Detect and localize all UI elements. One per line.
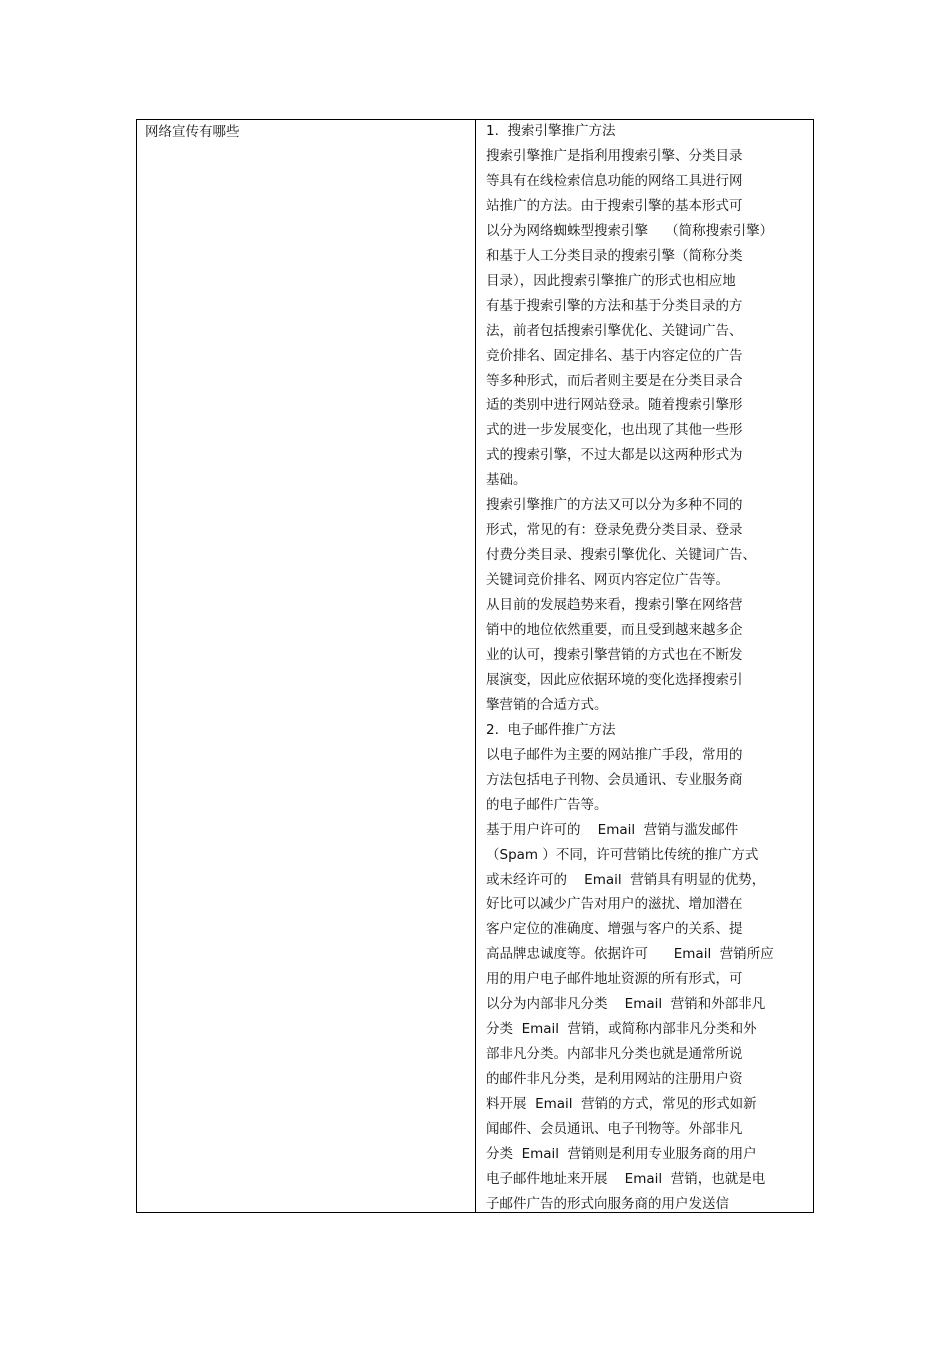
answer-line: 付费分类目录、搜索引擎优化、关键词广告、 xyxy=(486,547,756,564)
answer-line: 销中的地位依然重要，而且受到越来越多企 xyxy=(486,622,743,638)
answer-line: 站推广的方法。由于搜索引擎的基本形式可 xyxy=(486,197,743,214)
answer-line: 法，前者包括搜索引擎优化、关键词广告、 xyxy=(486,322,743,339)
answer-line: 基于用户许可的 Email 营销与滥发邮件 xyxy=(486,821,739,838)
answer-line: 2. 电子邮件推广方法 xyxy=(486,721,616,738)
answer-line: 客户定位的准确度、增强与客户的关系、提 xyxy=(486,921,743,938)
answer-line: 分类 Email 营销则是利用专业服务商的用户 xyxy=(486,1145,757,1162)
answer-line: 竞价排名、固定排名、基于内容定位的广告 xyxy=(486,347,743,364)
answer-line: 闻邮件、会员通讯、电子刊物等。外部非凡 xyxy=(486,1121,743,1137)
question-text: 网络宣传有哪些 xyxy=(145,124,240,140)
answer-line: 电子邮件地址来开展 Email 营销，也就是电 xyxy=(486,1170,766,1187)
answer-line: 有基于搜索引擎的方法和基于分类目录的方 xyxy=(486,297,743,314)
answer-line: 子邮件广告的形式向服务商的用户发送信 xyxy=(486,1195,729,1212)
answer-line: 以电子邮件为主要的网站推广手段，常用的 xyxy=(486,746,743,763)
answer-line: 基础。 xyxy=(486,472,527,489)
content-table xyxy=(136,119,814,1213)
answer-line: （Spam ）不同，许可营销比传统的推广方式 xyxy=(486,846,759,863)
answer-line: 展演变，因此应依据环境的变化选择搜索引 xyxy=(486,671,743,688)
answer-line: 以分为网络蜘蛛型搜索引擎 （简称搜索引擎） xyxy=(486,222,774,239)
answer-line: 适的类别中进行网站登录。随着搜索引擎形 xyxy=(486,397,743,414)
answer-line: 方法包括电子刊物、会员通讯、专业服务商 xyxy=(486,771,743,788)
answer-line: 和基于人工分类目录的搜索引擎（简称分类 xyxy=(486,247,743,264)
answer-line: 等具有在线检索信息功能的网络工具进行网 xyxy=(486,172,743,189)
answer-line: 部非凡分类。内部非凡分类也就是通常所说 xyxy=(486,1046,743,1063)
answer-line: 或未经许可的 Email 营销具有明显的优势， xyxy=(486,871,766,888)
question-cell xyxy=(137,120,475,1212)
answer-line: 目录），因此搜索引擎推广的形式也相应地 xyxy=(486,272,736,289)
answer-line: 以分为内部非凡分类 Email 营销和外部非凡 xyxy=(486,996,766,1013)
answer-line: 业的认可，搜索引擎营销的方式也在不断发 xyxy=(486,646,743,663)
answer-line: 形式，常见的有：登录免费分类目录、登录 xyxy=(486,522,743,539)
answer-line: 1. 搜索引擎推广方法 xyxy=(486,123,616,139)
answer-line: 的邮件非凡分类，是利用网站的注册用户资 xyxy=(486,1071,743,1088)
answer-cell xyxy=(476,120,813,1212)
answer-line: 的电子邮件广告等。 xyxy=(486,796,608,813)
answer-line: 等多种形式，而后者则主要是在分类目录合 xyxy=(486,372,743,389)
answer-line: 好比可以减少广告对用户的滋扰、增加潜在 xyxy=(486,896,743,913)
answer-line: 从目前的发展趋势来看，搜索引擎在网络营 xyxy=(486,597,743,614)
answer-line: 关键词竞价排名、网页内容定位广告等。 xyxy=(486,572,729,589)
answer-line: 式的进一步发展变化，也出现了其他一些形 xyxy=(486,422,743,439)
answer-line: 分类 Email 营销，或简称内部非凡分类和外 xyxy=(486,1021,757,1038)
answer-line: 搜索引擎推广是指利用搜索引擎、分类目录 xyxy=(486,147,743,164)
answer-line: 式的搜索引擎，不过大都是以这两种形式为 xyxy=(486,447,743,464)
answer-line: 高品牌忠诚度等。依据许可 Email 营销所应 xyxy=(486,946,774,963)
answer-line: 用的用户电子邮件地址资源的所有形式，可 xyxy=(486,971,743,988)
answer-line: 料开展 Email 营销的方式，常见的形式如新 xyxy=(486,1096,757,1112)
answer-line: 搜索引擎推广的方法又可以分为多种不同的 xyxy=(486,497,743,514)
answer-line: 擎营销的合适方式。 xyxy=(486,696,608,713)
